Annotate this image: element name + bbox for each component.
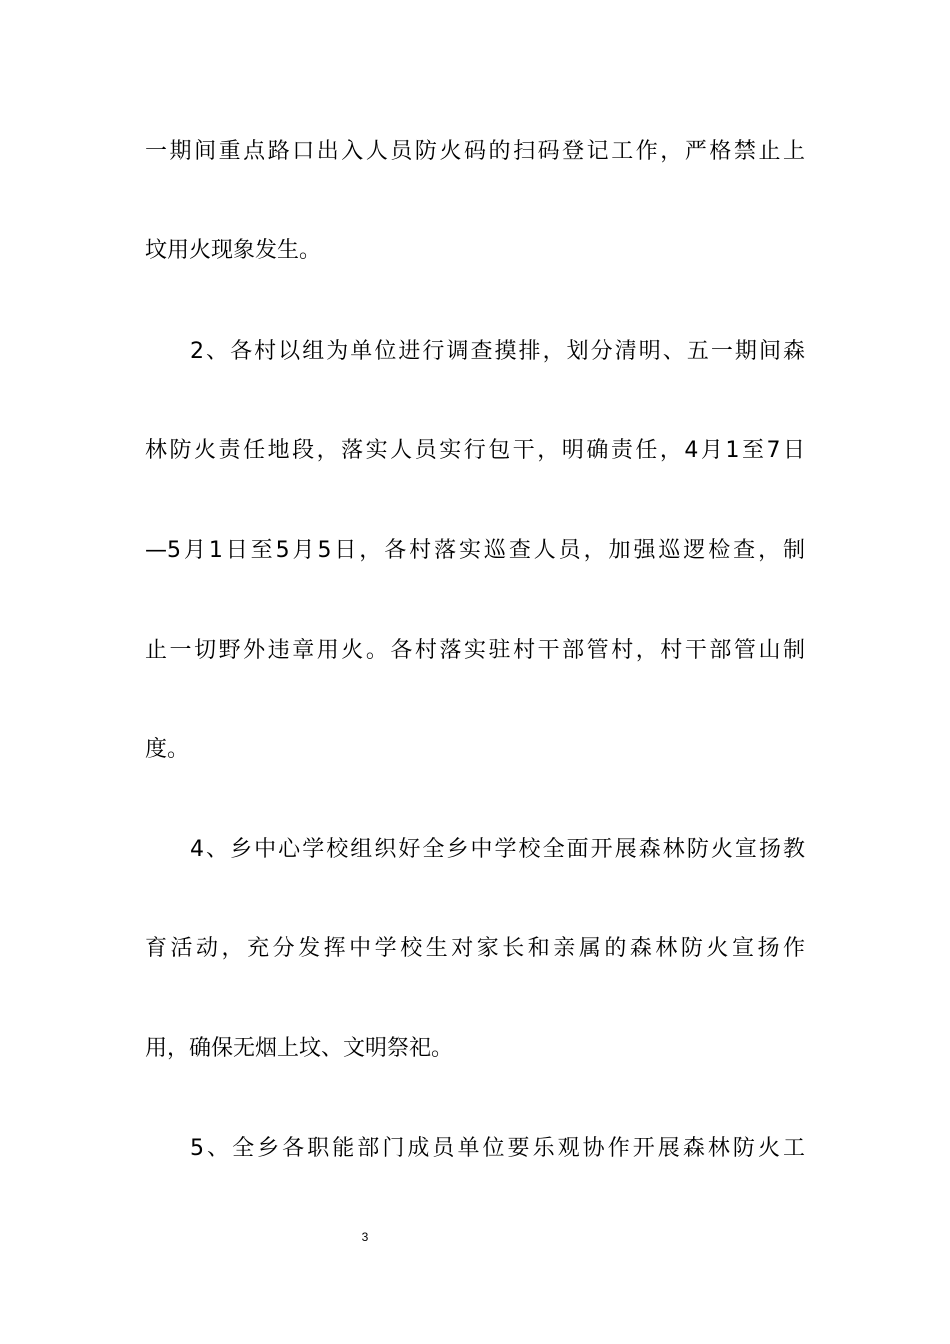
text-line: 坟用火现象发生。: [145, 238, 322, 263]
text-line: 用，确保无烟上坟、文明祭祀。: [145, 1036, 454, 1061]
paragraph-5-first-line: 5、全乡各职能部门成员单位要乐观协作开展森林防火工: [190, 1136, 805, 1161]
paragraph-2-first-line: 2、各村以组为单位进行调查摸排，划分清明、五一期间森: [190, 339, 805, 364]
paragraph-4-first-line: 4、乡中心学校组织好全乡中学校全面开展森林防火宣扬教: [190, 837, 805, 862]
text-line: —5月1日至5月5日，各村落实巡查人员，加强巡逻检查，制: [145, 538, 805, 563]
text-line: 育活动，充分发挥中学校生对家长和亲属的森林防火宣扬作: [145, 936, 805, 961]
text-line: 一期间重点路口出入人员防火码的扫码登记工作，严格禁止上: [145, 139, 805, 164]
page-number: 3: [361, 1230, 369, 1244]
text-line: 度。: [145, 737, 190, 762]
text-line: 林防火责任地段，落实人员实行包干，明确责任，4月1至7日: [145, 438, 805, 463]
text-line: 止一切野外违章用火。各村落实驻村干部管村，村干部管山制: [145, 638, 805, 663]
